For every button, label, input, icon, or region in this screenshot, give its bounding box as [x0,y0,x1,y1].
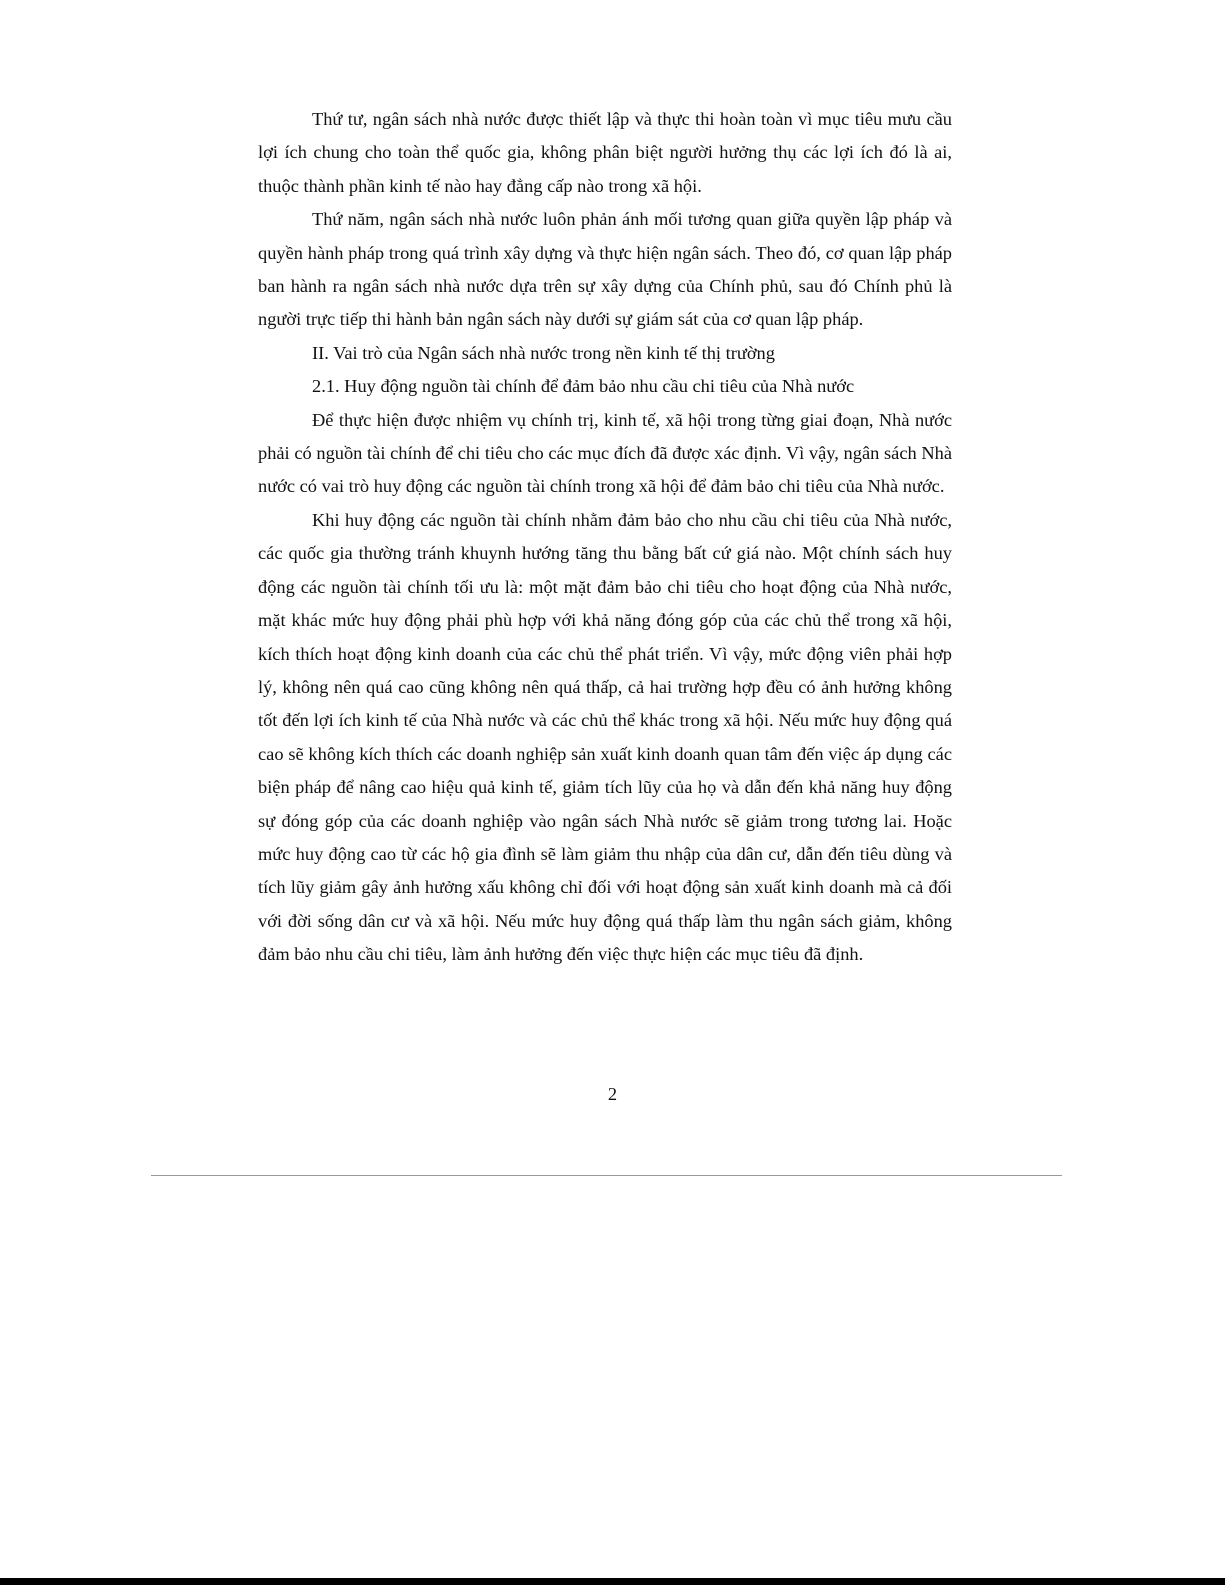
page-number: 2 [607,1084,618,1104]
paragraph-mobilize-policy: Khi huy động các nguồn tài chính nhằm đảm bảo cho nhu cầu chi tiêu của Nhà nước, các quốc gia thường tránh khuynh hướng tăng thu bằng bất cứ giá nào. Một chính sách huy động các nguồn tài chính tối ưu là: một mặt đảm bảo chi tiêu cho hoạt động của Nhà nước, mặt khác mức huy động phải phù hợp với khả năng đóng góp của các chủ thể trong xã hội, kích thích hoạt động kinh doanh của các chủ thể phát triển. Vì vậy, mức động viên phải hợp lý, không nên quá cao cũng không nên quá thấp, cả hai trường hợp đều có ảnh hưởng không tốt đến lợi ích kinh tế của Nhà nước và các chủ thể khác trong xã hội. Nếu mức huy động quá cao sẽ không kích thích các doanh nghiệp sản xuất kinh doanh quan tâm đến việc áp dụng các biện pháp để nâng cao hiệu quả kinh tế, giảm tích lũy của họ và dẫn đến khả năng huy động sự đóng góp của các doanh nghiệp vào ngân sách Nhà nước sẽ giảm trong tương lai. Hoặc mức huy động cao từ các hộ gia đình sẽ làm giảm thu nhập của dân cư, dẫn đến tiêu dùng và tích lũy giảm gây ảnh hưởng xấu không chỉ đối với hoạt động sản xuất kinh doanh mà cả đối với đời sống dân cư và xã hội. Nếu mức huy động quá thấp làm thu ngân sách giảm, không đảm bảo nhu cầu chi tiêu, làm ảnh hưởng đến việc thực hiện các mục tiêu đã định. [258,509,952,965]
page-separator [151,1175,1062,1176]
bottom-edge-bar [0,1578,1225,1585]
paragraph-mobilize-intro: Để thực hiện được nhiệm vụ chính trị, kinh tế, xã hội trong từng giai đoạn, Nhà nước phải có nguồn tài chính để chi tiêu cho các mục đích đã được xác định. Vì vậy, ngân sách Nhà nước có vai trò huy động các nguồn tài chính trong xã hội để đảm bảo chi tiêu của Nhà nước. [258,409,952,497]
section-heading-role: II. Vai trò của Ngân sách nhà nước trong nền kinh tế thị trường [312,342,775,363]
subsection-heading-2-1: 2.1. Huy động nguồn tài chính để đảm bảo nhu cầu chi tiêu của Nhà nước [312,376,855,397]
paragraph-fifth-characteristic: Thứ năm, ngân sách nhà nước luôn phản ánh mối tương quan giữa quyền lập pháp và quyền hành pháp trong quá trình xây dựng và thực hiện ngân sách. Theo đó, cơ quan lập pháp ban hành ra ngân sách nhà nước dựa trên sự xây dựng của Chính phủ, sau đó Chính phủ là người trực tiếp thi hành bản ngân sách này dưới sự giám sát của cơ quan lập pháp. [258,209,952,330]
document-body [258,103,952,972]
paragraph-fourth-characteristic: Thứ tư, ngân sách nhà nước được thiết lập và thực thi hoàn toàn vì mục tiêu mưu cầu lợi ích chung cho toàn thể quốc gia, không phân biệt người hưởng thụ các lợi ích đó là ai, thuộc thành phần kinh tế nào hay đẳng cấp nào trong xã hội. [258,109,952,196]
